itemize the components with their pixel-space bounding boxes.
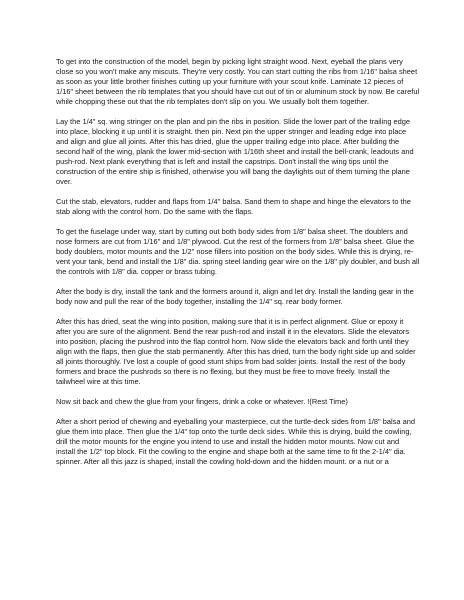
paragraph-alignment: After this has dried, seat the wing into position, making sure that it is in perfect alignment. Glue or epoxy it after you are sure of the alignment. Bend the rear push-rod and install it in the elevators. Slide the elevators into position, placing the pushrod into the flap control horn. Now slide the elevators back and forth until they align with the flaps, then glue the stab permanently. After this has dried, turn the body right side up and solder all joints thoroughly. I've lost a couple of good stunt ships from bad solder joints. Install the rest of the body formers and brace the pushrods so there is no flexing, but they must be free to move freely. Install the tailwheel wire at this time.	[56, 317, 416, 386]
document-page	[56, 57, 420, 467]
paragraph-fuselage: To get the fuselage under way, start by cutting out both body sides from 1/8" balsa sheet. The doublers and nose formers are cut from 1/16" and 1/8" plywood. Cut the rest of the formers from 1/8" balsa sheet. Glue the body doublers, motor mounts and the 1/2" nose fillers into position on the body sides. While this is drying, re-vent your tank, bend and install the 1/8" dia. spring steel landing gear wire on the 1/8" ply doubler, and bush all the controls with 1/8" dia. copper or brass tubing.	[56, 227, 420, 276]
paragraph-rest: Now sit back and chew the glue from your fingers, drink a coke or whatever. !(Rest Time)	[56, 397, 348, 406]
paragraph-ribs: To get into the construction of the model, begin by picking light straight wood. Next, eyeball the plans very close so you won't make any miscuts. They're very costly. You can start cutting the ribs from 1/16" balsa sheet as soon as your little brother finishes cutting up your furniture with your scout knife. Laminate 12 pieces of 1/16" sheet between the rib templates that you should have cut out of tin or aluminum stock by now. Be careful while chopping these out that the rib templates don't slip on you. We usually bolt them together.	[56, 57, 420, 106]
paragraph-turtle-deck: After a short period of chewing and eyeballing your masterpiece, cut the turtle-deck sides from 1/8" balsa and glue them into place. Then glue the 1/4" top onto the turtle deck sides. While this is drying, build the cowling, drill the motor mounts for the engine you intend to use and install the hidden motor mounts. Now cut and install the 1/2" top block. Fit the cowling to the engine and shape both at the same time to fit the 2-1/4" dia. spinner. After all this jazz is shaped, install the cowling hold-down and the hidden mount. or a nut or a	[56, 417, 416, 466]
paragraph-stab: Cut the stab, elevators, rudder and flaps from 1/4" balsa. Sand them to shape and hinge the elevators to the stab along with the control horn. Do the same with the flaps.	[56, 197, 411, 216]
paragraph-wing: Lay the 1/4" sq. wing stringer on the plan and pin the ribs in position. Slide the lower part of the trailing edge into place, blocking it up until it is straight. then pin. Next pin the upper stringer and leading edge into place and align and glue all joints. After this has dried, glue the upper trailing edge into place. After building the second half of the wing, plank the lower mid-section with 1/16th sheet and install the bell-crank, leadouts and push-rod. Next plank everything that is left and install the capstrips. Don't install the wing tips until the construction of the entire ship is finished, otherwise you will bang the daylights out of them turning the plane over.	[56, 117, 414, 186]
paragraph-tank: After the body is dry, install the tank and the formers around it, align and let dry. Install the landing gear in the body now and pull the rear of the body together, installing the 1/4" sq. rear body former.	[56, 287, 414, 306]
